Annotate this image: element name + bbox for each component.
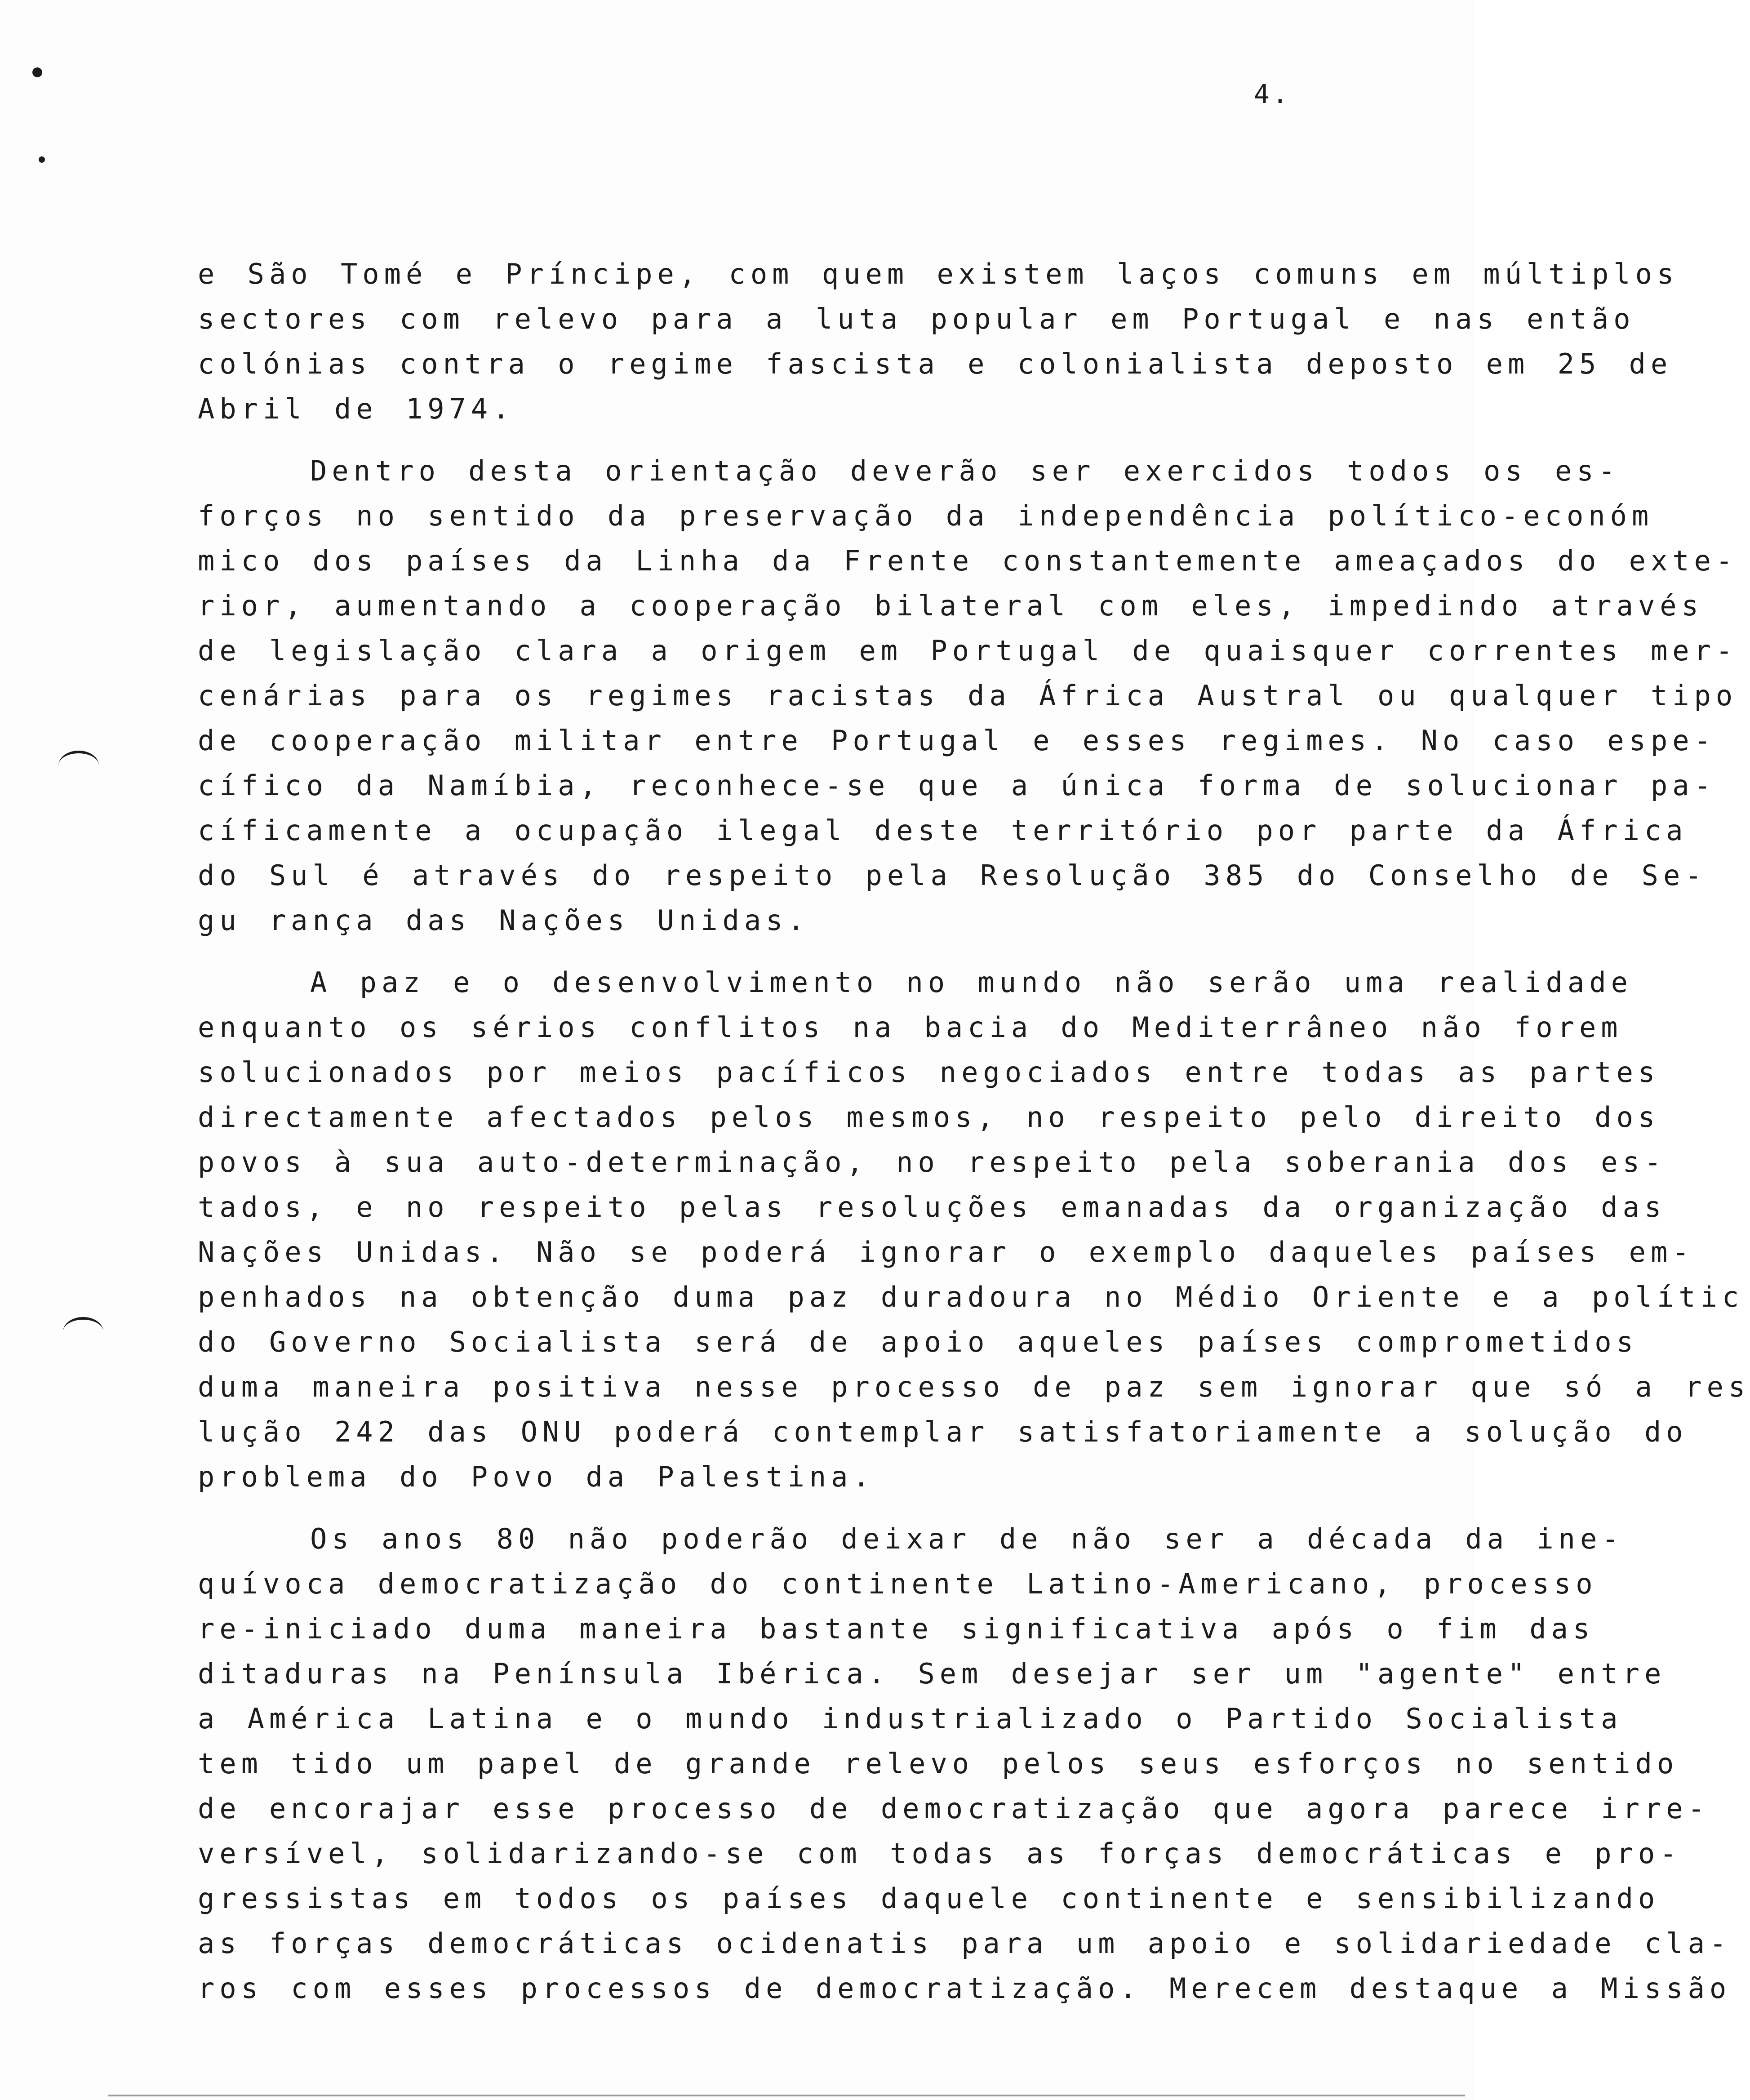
- scan-arc-artifact: [58, 751, 99, 780]
- text-line: quívoca democratização do continente Latino-Americano, processo: [198, 1567, 1598, 1600]
- text-line: enquanto os sérios conflitos na bacia do Mediterrâneo não forem: [198, 1011, 1623, 1044]
- text-line: re-iniciado duma maneira bastante significativa após o fim das: [198, 1612, 1595, 1645]
- text-line: rior, aumentando a cooperação bilateral com eles, impedindo através: [198, 589, 1703, 622]
- text-line: gressistas em todos os países daquele continente e sensibilizando: [198, 1882, 1660, 1915]
- page-number: 4.: [1254, 79, 1291, 109]
- text-line: de cooperação militar entre Portugal e esses regimes. No caso espe-: [198, 724, 1716, 757]
- text-line: cenárias para os regimes racistas da África Austral ou qualquer tipo: [198, 679, 1738, 712]
- text-line: do Governo Socialista será de apoio aqueles países comprometidos: [198, 1326, 1638, 1358]
- text-line: gu rança das Nações Unidas.: [198, 904, 809, 937]
- paragraph-first-line: Dentro desta orientação deverão ser exercidos todos os es-: [310, 454, 1620, 487]
- paragraph-first-line: A paz e o desenvolvimento no mundo não serão uma realidade: [310, 966, 1633, 999]
- text-line: de encorajar esse processo de democratização que agora parece irre-: [198, 1792, 1710, 1825]
- text-line: do Sul é através do respeito pela Resolução 385 do Conselho de Se-: [198, 859, 1707, 892]
- text-line: ros com esses processos de democratização. Merecem destaque a Missão: [198, 1972, 1732, 2005]
- text-line: de legislação clara a origem em Portugal de quaisquer correntes mer-: [198, 634, 1738, 667]
- text-line: mico dos países da Linha da Frente constantemente ameaçados do exte-: [198, 544, 1738, 577]
- text-line: e São Tomé e Príncipe, com quem existem laços comuns em múltiplos: [198, 258, 1679, 290]
- paragraph-first-line: Os anos 80 não poderão deixar de não ser a década da ine-: [310, 1522, 1624, 1555]
- text-line: sectores com relevo para a luta popular em Portugal e nas então: [198, 303, 1635, 335]
- text-line: povos à sua auto-determinação, no respeito pela soberania dos es-: [198, 1146, 1666, 1179]
- text-line: problema do Povo da Palestina.: [198, 1460, 875, 1493]
- text-line: colónias contra o regime fascista e colonialista deposto em 25 de: [198, 347, 1673, 380]
- text-line: versível, solidarizando-se com todas as forças democráticas e pro-: [198, 1837, 1682, 1870]
- text-line: a América Latina e o mundo industrializado o Partido Socialista: [198, 1702, 1623, 1735]
- text-line: forços no sentido da preservação da independência político-económ: [198, 499, 1654, 532]
- body-text: [198, 252, 1750, 2011]
- text-line: directamente afectados pelos mesmos, no respeito pelo direito dos: [198, 1101, 1660, 1134]
- text-line: lução 242 das ONU poderá contemplar satisfatoriamente a solução do: [198, 1415, 1688, 1448]
- text-line: cífico da Namíbia, reconhece-se que a única forma de solucionar pa-: [198, 769, 1716, 802]
- text-line: as forças democráticas ocidenatis para um apoio e solidariedade cla-: [198, 1927, 1732, 1960]
- text-line: duma maneira positiva nesse processo de paz sem ignorar que só a res: [198, 1370, 1750, 1403]
- scan-arc-artifact: [63, 1317, 103, 1347]
- page-bottom-edge: [108, 2095, 1465, 2096]
- text-line: tados, e no respeito pelas resoluções emanadas da organização das: [198, 1191, 1666, 1224]
- text-line: Abril de 1974.: [198, 392, 515, 425]
- text-line: tem tido um papel de grande relevo pelos seus esforços no sentido: [198, 1747, 1679, 1780]
- text-line: ditaduras na Península Ibérica. Sem desejar ser um "agente" entre: [198, 1657, 1666, 1690]
- text-line: cíficamente a ocupação ilegal deste território por parte da África: [198, 814, 1688, 847]
- scan-dot-artifact: [39, 156, 45, 163]
- text-line: Nações Unidas. Não se poderá ignorar o exemplo daqueles países em-: [198, 1236, 1694, 1268]
- scan-dot-artifact: [32, 67, 42, 77]
- text-line: solucionados por meios pacíficos negociados entre todas as partes: [198, 1056, 1660, 1089]
- text-line: penhados na obtenção duma paz duradoura no Médio Oriente e a polític: [198, 1281, 1744, 1313]
